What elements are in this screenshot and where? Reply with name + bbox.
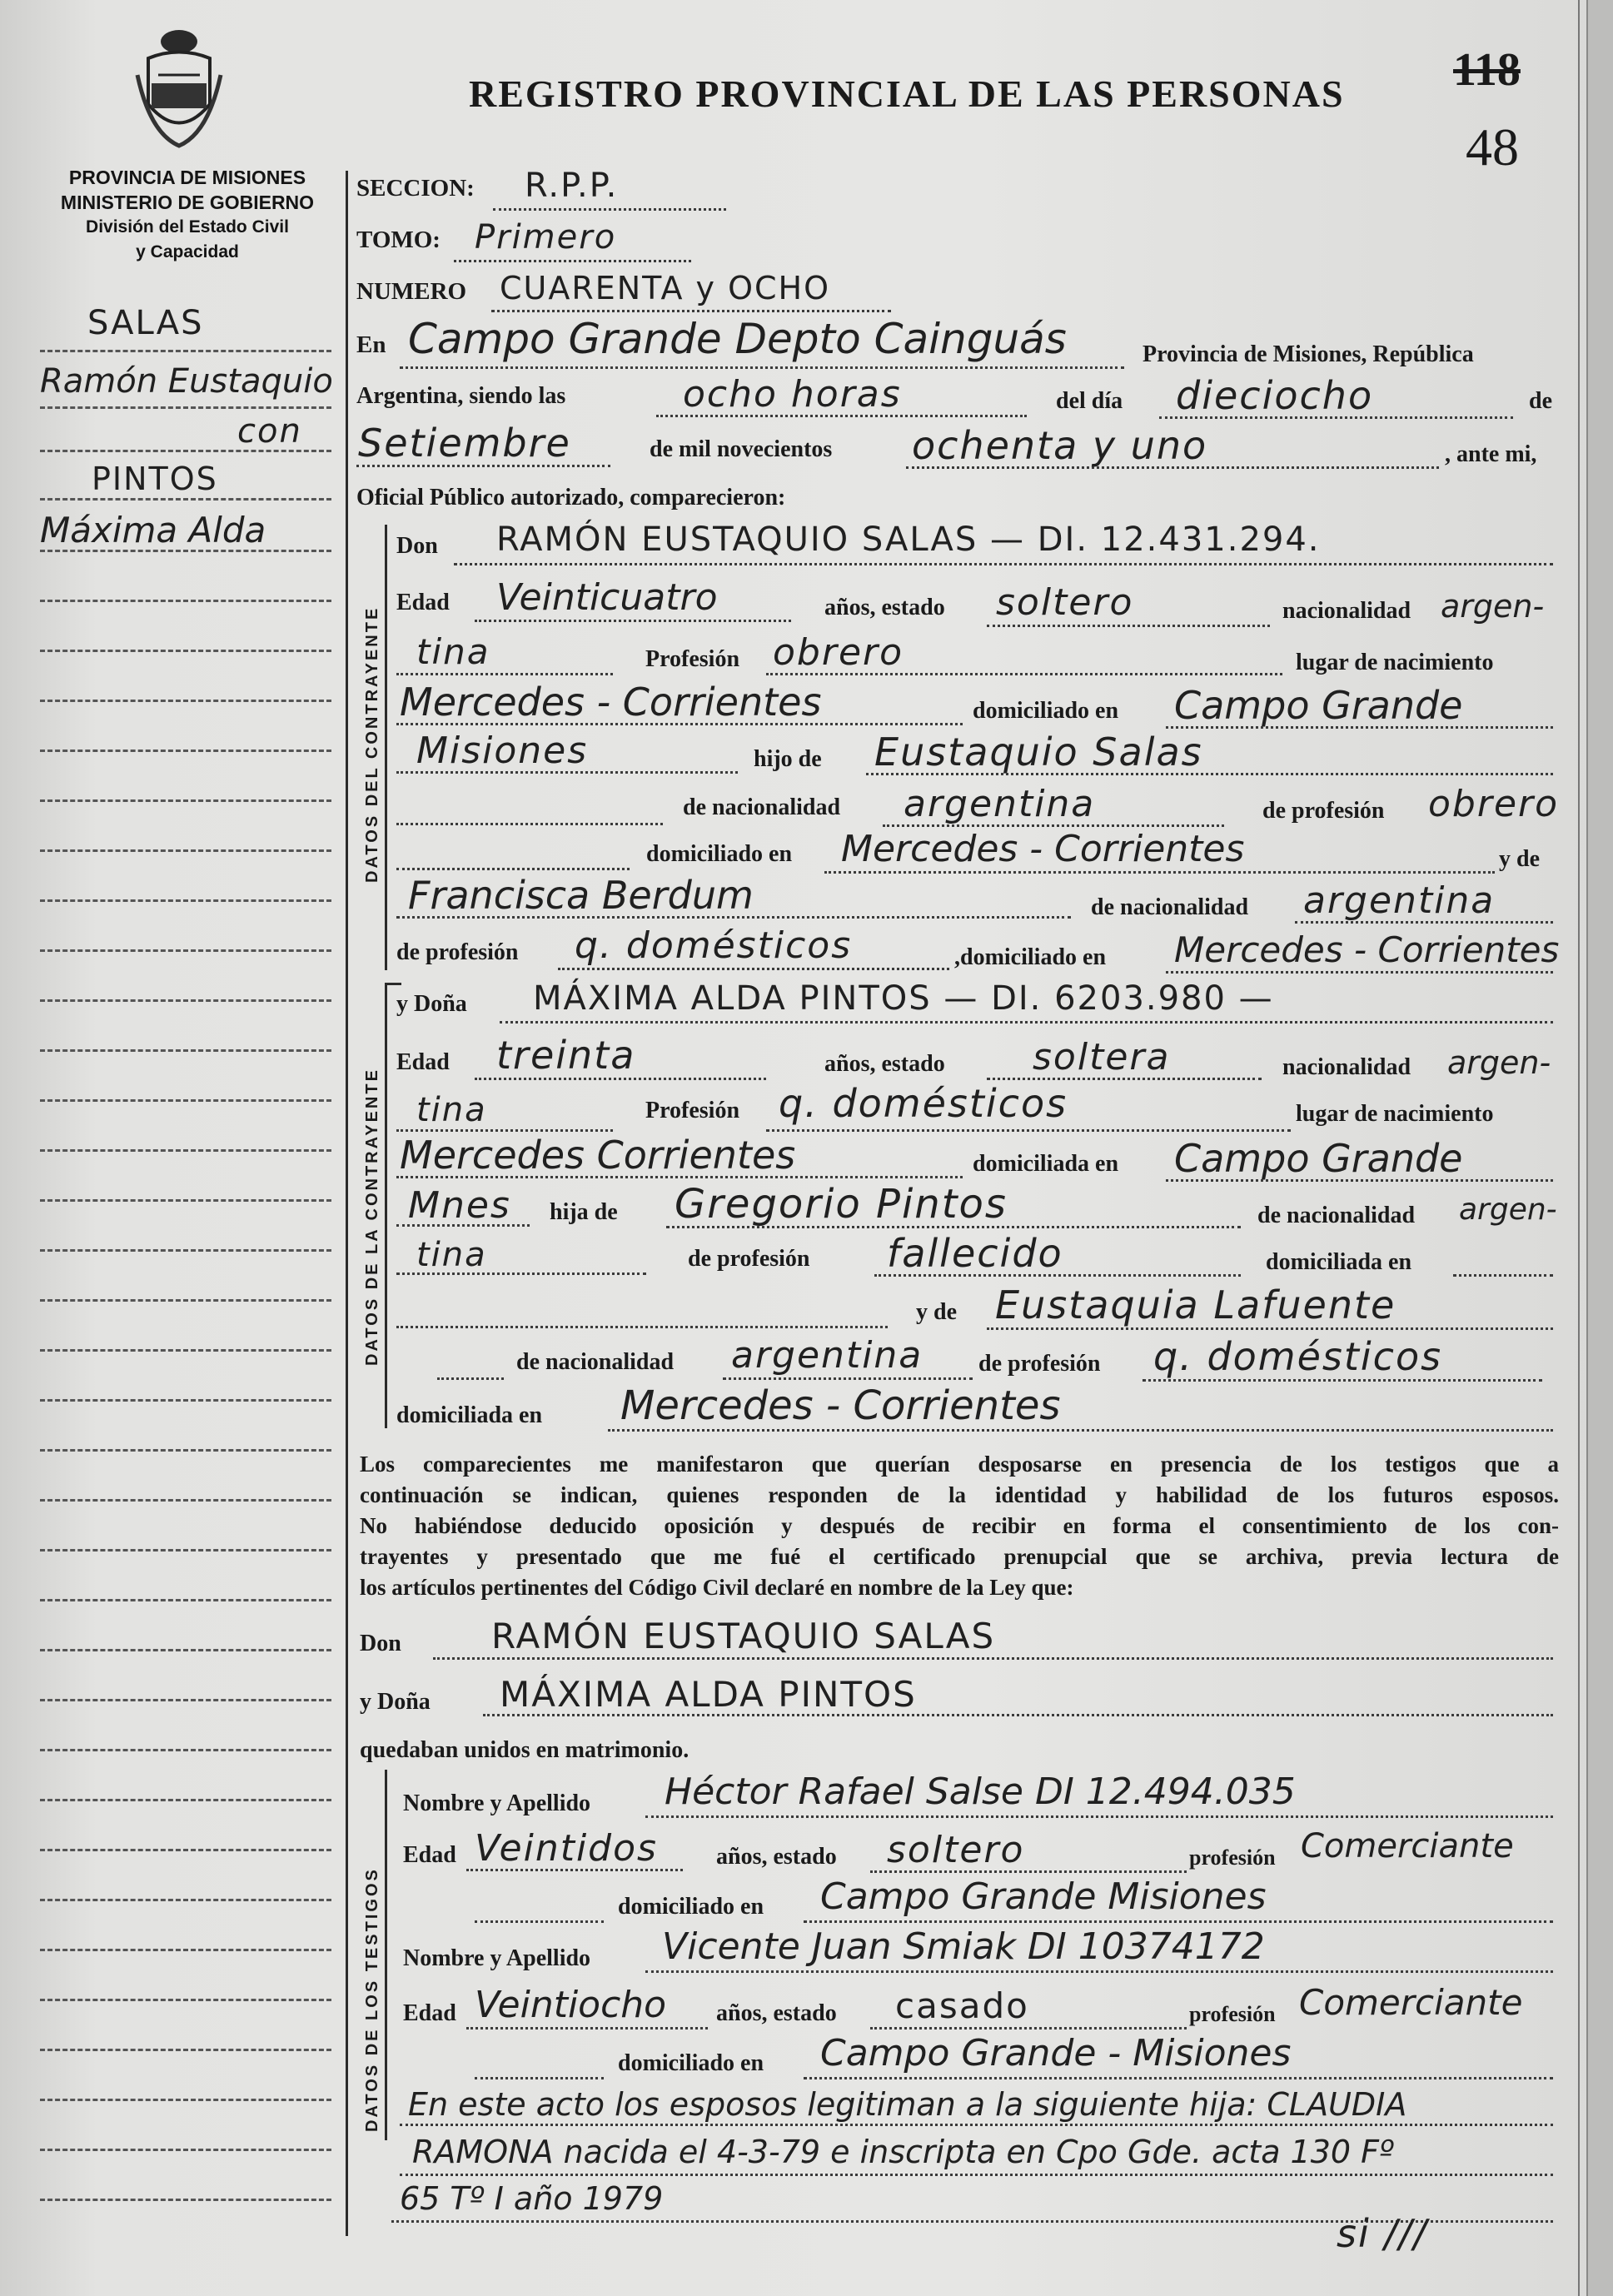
margin-rule [40, 1099, 331, 1102]
margin-rule [40, 999, 331, 1002]
margin-rule [40, 1249, 331, 1252]
oficial-label: Oficial Público autorizado, comparecieron: [356, 485, 786, 510]
don-label: Don [396, 533, 438, 559]
margin-rule [40, 600, 331, 602]
tomo-label: TOMO: [356, 227, 441, 253]
margin-rule [40, 849, 331, 852]
estado-f-label: años, estado [824, 1051, 945, 1077]
decl-don-rule [433, 1657, 1553, 1660]
padre-f-nac-b: tina [416, 1236, 487, 1274]
margin-rule [40, 2199, 331, 2201]
margin-rule [40, 1049, 331, 1052]
nac-rule [396, 673, 613, 675]
margin-rule [40, 1299, 331, 1302]
signature-mark: si /// [1337, 2211, 1428, 2256]
document-title: REGISTRO PROVINCIAL DE LAS PERSONAS [469, 72, 1345, 115]
padre-dom-value: Mercedes - Corrientes [841, 828, 1245, 870]
estado-f-value: soltera [1033, 1036, 1171, 1078]
margin-rule [40, 899, 331, 902]
madre-f-prof-value: q. domésticos [1153, 1334, 1443, 1379]
madre-f-dom-label: domiciliada en [396, 1402, 543, 1428]
lugar-value: Campo Grande Depto Cainguás [408, 315, 1067, 363]
note-rule-2 [400, 2174, 1553, 2176]
madre-f-dom-rule [608, 1429, 1553, 1432]
madre-f-dom-value: Mercedes - Corrientes [620, 1382, 1061, 1429]
t2-nombre-label: Nombre y Apellido [403, 1945, 591, 1971]
padre-nac-rule [883, 824, 1224, 827]
domicilio-f-b: Mnes [408, 1184, 511, 1227]
madre-f-nac-pre-rule [437, 1377, 504, 1380]
tomo-value: Primero [475, 218, 617, 256]
margin-rule [40, 1549, 331, 1551]
margin-rule [40, 1499, 331, 1502]
margin-note-line-1: SALAS [87, 304, 204, 342]
nombre-f-rule [500, 1021, 1553, 1023]
t2-edad-value: Veintiocho [475, 1984, 667, 2026]
t2-estado-label: años, estado [716, 2000, 837, 2026]
padre-nac-label: de nacionalidad [683, 794, 841, 820]
decl-dona-label: y Doña [360, 1689, 431, 1715]
madre-f-prof-label: de profesión [978, 1351, 1101, 1377]
t1-estado-label: años, estado [716, 1844, 837, 1870]
t1-dom-rule [804, 1920, 1553, 1923]
t1-dom-pre-rule [475, 1920, 604, 1923]
dia-rule [1159, 416, 1513, 419]
t1-dom-value: Campo Grande Misiones [820, 1875, 1267, 1918]
nac-f-label: nacionalidad [1282, 1054, 1411, 1080]
madre-nac-label: de nacionalidad [1091, 894, 1249, 920]
declaration-line-5: los artículos pertinentes del Código Civil declaré en nombre de la Ley que: [360, 1575, 1074, 1600]
lugar-nac-rule [396, 723, 963, 725]
contrayente-nombre: RAMÓN EUSTAQUIO SALAS — DI. 12.431.294. [496, 520, 1321, 559]
padre-f-nac-rule [396, 1273, 646, 1275]
tomo-rule [454, 260, 691, 262]
padre-f-prof-label: de profesión [688, 1246, 810, 1272]
madre-f-value: Eustaquia Lafuente [995, 1282, 1396, 1327]
t1-nombre-rule [645, 1815, 1553, 1818]
domicilio-b-rule [396, 771, 738, 774]
lugar-nac-f-label: lugar de nacimiento [1296, 1101, 1494, 1127]
folio-number-struck: 118 [1453, 44, 1521, 96]
madre-dom-value: Mercedes - Corrientes [1174, 929, 1560, 970]
madre-f-nac-rule [723, 1377, 973, 1380]
agency-block [33, 165, 341, 265]
t1-prof-label: profesión [1189, 1845, 1276, 1870]
madre-prof-rule [558, 968, 949, 970]
agency-line-3: División del Estado Civil [86, 217, 289, 237]
agency-line-4: y Capacidad [136, 242, 239, 261]
padre-f-value: Gregorio Pintos [675, 1181, 1008, 1228]
t1-estado-rule [870, 1870, 1187, 1873]
madre-prof-label: de profesión [396, 939, 519, 965]
madre-value: Francisca Berdum [408, 873, 754, 918]
t2-estado-value: casado [895, 1985, 1029, 2026]
domicilio-rule [1166, 726, 1553, 729]
lugar-nac-label: lugar de nacimiento [1296, 650, 1494, 675]
madre-dom-rule [1166, 971, 1553, 974]
nombre-rule [454, 563, 1553, 565]
padre-nac-value: argentina [904, 783, 1096, 825]
t1-dom-label: domiciliado en [618, 1894, 764, 1920]
t2-nombre-value: Vicente Juan Smiak DI 10374172 [662, 1925, 1265, 1968]
edad-rule [475, 620, 791, 622]
declaration-line-4: trayentes y presentado que me fué el certificado prenupcial que se archiva, previa lectura de [360, 1544, 1559, 1569]
t1-edad-value: Veintidos [475, 1827, 658, 1870]
nac-f-rule [396, 1129, 613, 1132]
edad-f-value: treinta [496, 1033, 636, 1078]
t2-estado-rule [870, 2027, 1187, 2030]
padre-f-dom-rule [1453, 1274, 1553, 1277]
section-rule [385, 983, 387, 1428]
margin-rule [40, 1899, 331, 1901]
margin-note-line-3: con [237, 412, 302, 451]
t1-prof-value: Comerciante [1301, 1827, 1514, 1865]
anio-value: ochenta y uno [912, 423, 1208, 468]
margin-note-line-4: PINTOS [92, 461, 218, 497]
nac-f-b: tina [416, 1091, 487, 1129]
dom-f-label: domiciliada en [973, 1151, 1119, 1177]
madre-f-nac-value: argentina [731, 1334, 923, 1377]
section-divider [385, 983, 401, 985]
madre-f-prof-rule [1143, 1379, 1542, 1382]
madre-rule [396, 916, 1071, 919]
estado-label: años, estado [824, 595, 945, 620]
padre-f-dom-label: domiciliada en [1266, 1249, 1412, 1275]
margin-rule [40, 1199, 331, 1202]
anio-rule [906, 466, 1439, 469]
folio-number: 48 [1466, 117, 1519, 177]
note-line-3: 65 Tº I año 1979 [400, 2180, 664, 2217]
agency-line-2: MINISTERIO DE GOBIERNO [60, 192, 315, 213]
madre-prof-value: q. domésticos [575, 924, 853, 967]
argentina-label: Argentina, siendo las [356, 383, 566, 409]
margin-rule [40, 750, 331, 752]
margin-rule [40, 1399, 331, 1402]
padre-f-prof-rule [874, 1274, 1241, 1277]
section-label-testigos: DATOS DE LOS TESTIGOS [363, 1867, 381, 2132]
seccion-rule [493, 208, 726, 211]
t1-edad-label: Edad [403, 1842, 456, 1868]
right-margin-line [1578, 0, 1580, 2296]
left-column-border [346, 171, 348, 2236]
lugar-nac-value: Mercedes - Corrientes [400, 680, 822, 725]
de-label: de [1529, 388, 1552, 414]
profesion-rule [766, 673, 1282, 675]
domicilio-b: Misiones [416, 730, 589, 772]
t1-edad-rule [466, 1869, 683, 1871]
margin-rule [40, 450, 331, 452]
section-rule [385, 1770, 387, 2140]
estado-f-rule [987, 1078, 1262, 1080]
padre-value: Eustaquio Salas [874, 730, 1203, 774]
numero-rule [491, 310, 891, 312]
margin-rule [40, 1849, 331, 1851]
lugar-nac-f-rule [396, 1176, 963, 1178]
margin-note-line-2: Ramón Eustaquio [40, 362, 333, 401]
madre-f-pre-rule [396, 1326, 888, 1328]
dona-label: y Doña [396, 991, 467, 1017]
margin-rule [40, 1449, 331, 1452]
margin-rule [40, 1749, 331, 1751]
note-rule-1 [400, 2124, 1553, 2126]
t1-nombre-value: Héctor Rafael Salse DI 12.494.035 [665, 1771, 1296, 1813]
margin-rule [40, 1999, 331, 2001]
en-label: En [356, 331, 386, 358]
hora-value: ocho horas [683, 373, 902, 416]
margin-rule [40, 498, 331, 501]
edad-label: Edad [396, 590, 450, 615]
coat-of-arms-icon [133, 25, 225, 150]
margin-rule [40, 1149, 331, 1152]
domicilio-a: Campo Grande [1174, 683, 1463, 728]
madre-f-nac-label: de nacionalidad [516, 1349, 675, 1375]
decl-dona-value: MÁXIMA ALDA PINTOS [500, 1674, 917, 1715]
padre-prof-value: obrero [1428, 783, 1560, 825]
madre-nac-rule [1295, 921, 1553, 924]
declaration-paragraph [360, 1449, 1559, 1603]
estado-rule [987, 625, 1270, 627]
dia-value: dieciocho [1176, 373, 1374, 418]
nac-value-a: argen- [1441, 588, 1545, 625]
margin-rule [40, 1349, 331, 1352]
mes-value: Setiembre [358, 421, 571, 466]
edad-f-label: Edad [396, 1049, 450, 1075]
margin-rule [40, 1949, 331, 1951]
ante-label: , ante mi, [1445, 441, 1537, 467]
decl-dona-rule [483, 1714, 1553, 1716]
decl-don-label: Don [360, 1631, 401, 1656]
t1-nombre-label: Nombre y Apellido [403, 1790, 591, 1816]
margin-rule [40, 1649, 331, 1651]
domicilio-f-a: Campo Grande [1174, 1136, 1463, 1181]
padre-f-rule [666, 1226, 1241, 1228]
page-edge [1586, 0, 1613, 2296]
t2-prof-value: Comerciante [1299, 1982, 1523, 2023]
dom-label: domiciliado en [973, 698, 1119, 724]
padre-f-nac-label: de nacionalidad [1257, 1203, 1416, 1228]
edad-value: Veinticuatro [496, 576, 718, 619]
margin-rule [40, 949, 331, 952]
madre-f-rule [987, 1327, 1553, 1330]
padre-dom-rule [824, 871, 1495, 874]
y-de-label: y de [1499, 846, 1540, 872]
seccion-value: R.P.P. [525, 167, 619, 205]
padre-f-prof-value: fallecido [887, 1231, 1063, 1276]
margin-rule [40, 1599, 331, 1601]
margin-rule [40, 799, 331, 802]
mes-rule [356, 465, 610, 467]
contrayente-f-nombre: MÁXIMA ALDA PINTOS — DI. 6203.980 — [533, 979, 1274, 1018]
t2-nombre-rule [645, 1970, 1553, 1973]
t2-edad-rule [466, 2027, 708, 2030]
t2-prof-label: profesión [1189, 2002, 1276, 2026]
decl-cierre: quedaban unidos en matrimonio. [360, 1737, 690, 1763]
margin-rule [40, 2099, 331, 2101]
note-line-2: RAMONA nacida el 4-3-79 e inscripta en Cpo Gde. acta 130 Fº [412, 2134, 1394, 2170]
estado-value: soltero [996, 581, 1134, 624]
nac-value-b: tina [416, 631, 490, 672]
t2-dom-label: domiciliado en [618, 2050, 764, 2076]
hijo-label: hijo de [754, 746, 822, 772]
profesion-f-rule [766, 1129, 1291, 1132]
margin-rule [40, 1799, 331, 1801]
margin-note-line-5: Máxima Alda [40, 510, 266, 550]
padre-dom-label: domiciliado en [646, 841, 793, 867]
margin-rule [40, 2149, 331, 2151]
hija-label: hija de [550, 1199, 618, 1225]
padre-rule [866, 773, 1553, 775]
nac-f-a: argen- [1447, 1044, 1551, 1081]
section-label-contrayente-f: DATOS DE LA CONTRAYENTE [363, 1068, 381, 1366]
section-rule [385, 525, 387, 970]
margin-rule [40, 350, 331, 352]
t2-dom-rule [804, 2077, 1553, 2079]
profesion-label: Profesión [645, 646, 740, 672]
margin-rule [40, 2049, 331, 2051]
margin-rule [40, 406, 331, 409]
declaration-line-2: continuación se indican, quienes responden de la identidad y habilidad de los futuros esposos. [360, 1482, 1559, 1507]
declaration-line-1: Los comparecientes me manifestaron que querían desposarse en presencia de los testigos que a [360, 1452, 1559, 1477]
agency-line-1: PROVINCIA DE MISIONES [68, 167, 306, 188]
edad-f-rule [475, 1078, 766, 1080]
margin-rule [40, 550, 331, 552]
t1-estado-value: soltero [887, 1829, 1025, 1871]
declaration-line-3: No habiéndose deducido oposición y después de recibir en forma el consentimiento de los con- [360, 1513, 1559, 1538]
numero-label: NUMERO [356, 278, 467, 305]
madre-dom-label: ,domiciliado en [954, 944, 1107, 970]
profesion-value: obrero [773, 631, 904, 674]
hora-rule [656, 415, 1027, 417]
provincia-label: Provincia de Misiones, República [1143, 341, 1474, 367]
padre-nac-pre-rule [396, 823, 663, 825]
profesion-f-value: q. domésticos [779, 1081, 1068, 1126]
decl-don-value: RAMÓN EUSTAQUIO SALAS [491, 1616, 996, 1656]
numero-value: CUARENTA y OCHO [500, 270, 831, 306]
margin-rule [40, 1699, 331, 1701]
margin-rule [40, 650, 331, 652]
nac-label: nacionalidad [1282, 598, 1411, 624]
padre-prof-label: de profesión [1262, 798, 1385, 824]
del-dia-label: del día [1056, 388, 1123, 414]
t2-dom-pre-rule [475, 2077, 604, 2079]
profesion-f-label: Profesión [645, 1098, 740, 1123]
seccion-label: SECCION: [356, 175, 475, 202]
t2-edad-label: Edad [403, 2000, 456, 2026]
domicilio-f-b-rule [396, 1224, 530, 1227]
padre-dom-pre-rule [396, 868, 630, 870]
y-de-f-label: y de [916, 1299, 957, 1325]
domicilio-f-rule [1166, 1179, 1553, 1182]
note-line-1: En este acto los esposos legitiman a la siguiente hija: CLAUDIA [408, 2086, 1407, 2123]
padre-f-nac-a: argen- [1459, 1193, 1557, 1227]
lugar-rule [400, 366, 1124, 369]
madre-nac-value: argentina [1303, 879, 1496, 922]
anio-label: de mil novecientos [650, 436, 833, 462]
lugar-nac-f-value: Mercedes Corrientes [400, 1133, 796, 1178]
t2-dom-value: Campo Grande - Misiones [820, 2032, 1292, 2074]
section-label-contrayente: DATOS DEL CONTRAYENTE [363, 605, 381, 883]
margin-rule [40, 700, 331, 702]
